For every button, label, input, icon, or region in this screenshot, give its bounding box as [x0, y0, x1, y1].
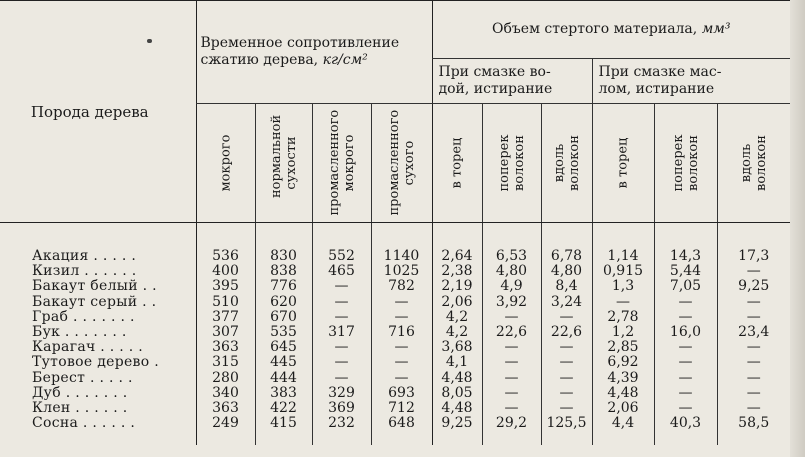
value-cell: 620	[255, 295, 312, 310]
value-cell: 17,3	[717, 249, 790, 264]
value-cell: 510	[196, 295, 255, 310]
compression-title-text: сжатию дерева,	[200, 52, 319, 68]
value-cell: —	[312, 295, 371, 310]
value-cell: 249	[196, 416, 255, 431]
value-cell: 830	[255, 249, 312, 264]
value-cell: 9,25	[717, 279, 790, 294]
value-cell: 23,4	[717, 325, 790, 340]
species-name: Тутовое дерево .	[32, 355, 159, 371]
value-cell: —	[312, 279, 371, 294]
value-cell: —	[482, 340, 541, 355]
value-cell: —	[541, 386, 592, 401]
value-cell: —	[371, 371, 432, 386]
value-cell: 2,19	[432, 279, 482, 294]
table-row	[0, 325, 790, 340]
table-body	[0, 249, 790, 431]
value-cell: 16,0	[654, 325, 717, 340]
wear-title: Объем стертого материала,	[491, 21, 698, 37]
value-cell: 838	[255, 264, 312, 279]
wear-group-header	[432, 1, 790, 59]
value-cell: 2,85	[592, 340, 654, 355]
water-title-line2: дой, истирание	[438, 81, 553, 97]
value-cell: —	[541, 310, 592, 325]
value-cell: 2,06	[432, 295, 482, 310]
table-tail	[0, 431, 790, 445]
water-lubrication-header	[432, 59, 592, 104]
value-cell: —	[371, 355, 432, 370]
col-header-water-end: в торец	[432, 104, 482, 223]
value-cell: 2,06	[592, 401, 654, 416]
value-cell: 4,48	[592, 386, 654, 401]
value-cell: —	[482, 386, 541, 401]
water-title-line1: При смазке во-	[438, 64, 551, 80]
value-cell: 315	[196, 355, 255, 370]
value-cell: 2,78	[592, 310, 654, 325]
value-cell: —	[541, 340, 592, 355]
col-header-normal-dry: нормальной сухости	[255, 104, 312, 223]
value-cell: —	[654, 401, 717, 416]
value-cell: —	[717, 371, 790, 386]
value-cell: 4,80	[541, 264, 592, 279]
table-row	[0, 279, 790, 294]
header-gap	[0, 223, 790, 250]
value-cell: 2,38	[432, 264, 482, 279]
value-cell: 383	[255, 386, 312, 401]
value-cell: —	[717, 340, 790, 355]
value-cell: 535	[255, 325, 312, 340]
value-cell: 22,6	[541, 325, 592, 340]
value-cell: 1,14	[592, 249, 654, 264]
value-cell: —	[541, 371, 592, 386]
table-row	[0, 416, 790, 431]
value-cell: 4,9	[482, 279, 541, 294]
value-cell: —	[482, 401, 541, 416]
value-cell: 29,2	[482, 416, 541, 431]
compression-group-header	[196, 1, 432, 104]
value-cell: —	[371, 310, 432, 325]
value-cell: 58,5	[717, 416, 790, 431]
table-row	[0, 310, 790, 325]
value-cell: 6,78	[541, 249, 592, 264]
value-cell: 415	[255, 416, 312, 431]
value-cell: 280	[196, 371, 255, 386]
value-cell: —	[654, 355, 717, 370]
value-cell: 4,2	[432, 310, 482, 325]
value-cell: 8,4	[541, 279, 592, 294]
value-cell: —	[312, 340, 371, 355]
value-cell: 552	[312, 249, 371, 264]
value-cell: 0,915	[592, 264, 654, 279]
value-cell: 363	[196, 401, 255, 416]
value-cell: 536	[196, 249, 255, 264]
species-name: Акация . . . . .	[32, 249, 137, 264]
species-name: Бакаут серый . .	[32, 294, 157, 310]
value-cell: 22,6	[482, 325, 541, 340]
value-cell: —	[717, 401, 790, 416]
table-row	[0, 401, 790, 416]
value-cell: —	[717, 264, 790, 279]
col-header-water-across: поперек волокон	[482, 104, 541, 223]
value-cell: 776	[255, 279, 312, 294]
value-cell: —	[312, 371, 371, 386]
species-name: Дуб . . . . . . .	[32, 385, 128, 401]
species-name: Сосна . . . . . .	[32, 416, 136, 432]
species-name: Кизил . . . . . .	[32, 264, 137, 280]
value-cell: —	[654, 340, 717, 355]
value-cell: 645	[255, 340, 312, 355]
col-header-oiled-wet: промасленного мокрого	[312, 104, 371, 223]
value-cell: 445	[255, 355, 312, 370]
value-cell: 782	[371, 279, 432, 294]
value-cell: 716	[371, 325, 432, 340]
value-cell: —	[482, 355, 541, 370]
value-cell: 395	[196, 279, 255, 294]
oil-title-line1: При смазке мас-	[598, 64, 722, 80]
species-name: Бук . . . . . . .	[32, 325, 127, 341]
col-header-oil-along: вдоль волокон	[717, 104, 790, 223]
value-cell: 329	[312, 386, 371, 401]
col-header-oil-across: поперек волокон	[654, 104, 717, 223]
value-cell: 1,2	[592, 325, 654, 340]
value-cell: 363	[196, 340, 255, 355]
value-cell: —	[654, 371, 717, 386]
value-cell: 6,92	[592, 355, 654, 370]
value-cell: 8,05	[432, 386, 482, 401]
value-cell: —	[541, 401, 592, 416]
oil-lubrication-header	[592, 59, 790, 104]
species-name: Клен . . . . . .	[32, 401, 128, 417]
value-cell: 712	[371, 401, 432, 416]
value-cell: 1025	[371, 264, 432, 279]
value-cell: 369	[312, 401, 371, 416]
value-cell: 6,53	[482, 249, 541, 264]
wear-unit: мм³	[701, 21, 731, 37]
value-cell: 340	[196, 386, 255, 401]
species-name: Берест . . . . .	[32, 370, 133, 386]
table-row	[0, 371, 790, 386]
value-cell: —	[717, 310, 790, 325]
value-cell: —	[312, 355, 371, 370]
oil-title-line2: лом, истирание	[598, 81, 715, 97]
value-cell: 670	[255, 310, 312, 325]
compression-unit: кг/см²	[322, 52, 368, 68]
value-cell: —	[717, 295, 790, 310]
value-cell: 40,3	[654, 416, 717, 431]
value-cell: 4,80	[482, 264, 541, 279]
value-cell: 3,68	[432, 340, 482, 355]
value-cell: —	[717, 386, 790, 401]
value-cell: —	[371, 295, 432, 310]
value-cell: 4,39	[592, 371, 654, 386]
value-cell: 317	[312, 325, 371, 340]
col-header-oil-end: в торец	[592, 104, 654, 223]
value-cell: 232	[312, 416, 371, 431]
value-cell: 1,3	[592, 279, 654, 294]
species-header-label: Порода дерева	[30, 102, 149, 121]
value-cell: 1140	[371, 249, 432, 264]
value-cell: —	[371, 340, 432, 355]
table-row	[0, 249, 790, 264]
value-cell: 4,4	[592, 416, 654, 431]
value-cell: —	[592, 295, 654, 310]
value-cell: 377	[196, 310, 255, 325]
col-header-wet: мокрого	[196, 104, 255, 223]
value-cell: 465	[312, 264, 371, 279]
value-cell: 4,48	[432, 371, 482, 386]
page-edge-shadow	[790, 0, 805, 457]
value-cell: —	[312, 310, 371, 325]
value-cell: —	[482, 310, 541, 325]
species-name: Граб . . . . . . .	[32, 309, 135, 325]
value-cell: 3,24	[541, 295, 592, 310]
value-cell: —	[654, 295, 717, 310]
value-cell: 4,2	[432, 325, 482, 340]
species-name: Бакаут белый . .	[32, 279, 157, 295]
value-cell: 400	[196, 264, 255, 279]
value-cell: 125,5	[541, 416, 592, 431]
value-cell: 4,1	[432, 355, 482, 370]
table-row	[0, 264, 790, 279]
table-row	[0, 355, 790, 370]
value-cell: —	[717, 355, 790, 370]
value-cell: 2,64	[432, 249, 482, 264]
col-header-water-along: вдоль волокон	[541, 104, 592, 223]
species-name: Карагач . . . . .	[32, 340, 144, 356]
table-row	[0, 386, 790, 401]
value-cell: 4,48	[432, 401, 482, 416]
value-cell: 3,92	[482, 295, 541, 310]
compression-title-line1: Временное сопротивление	[200, 35, 400, 51]
value-cell: 693	[371, 386, 432, 401]
value-cell: —	[482, 371, 541, 386]
value-cell: 648	[371, 416, 432, 431]
compression-title-line2	[201, 52, 432, 69]
value-cell: 422	[255, 401, 312, 416]
table-row	[0, 340, 790, 355]
table-row	[0, 295, 790, 310]
col-header-oiled-dry: промасленного сухого	[371, 104, 432, 223]
value-cell: 444	[255, 371, 312, 386]
value-cell: 307	[196, 325, 255, 340]
species-header	[0, 1, 196, 223]
value-cell: 9,25	[432, 416, 482, 431]
value-cell: 5,44	[654, 264, 717, 279]
value-cell: 7,05	[654, 279, 717, 294]
value-cell: —	[654, 386, 717, 401]
value-cell: 14,3	[654, 249, 717, 264]
value-cell: —	[541, 355, 592, 370]
value-cell: —	[654, 310, 717, 325]
